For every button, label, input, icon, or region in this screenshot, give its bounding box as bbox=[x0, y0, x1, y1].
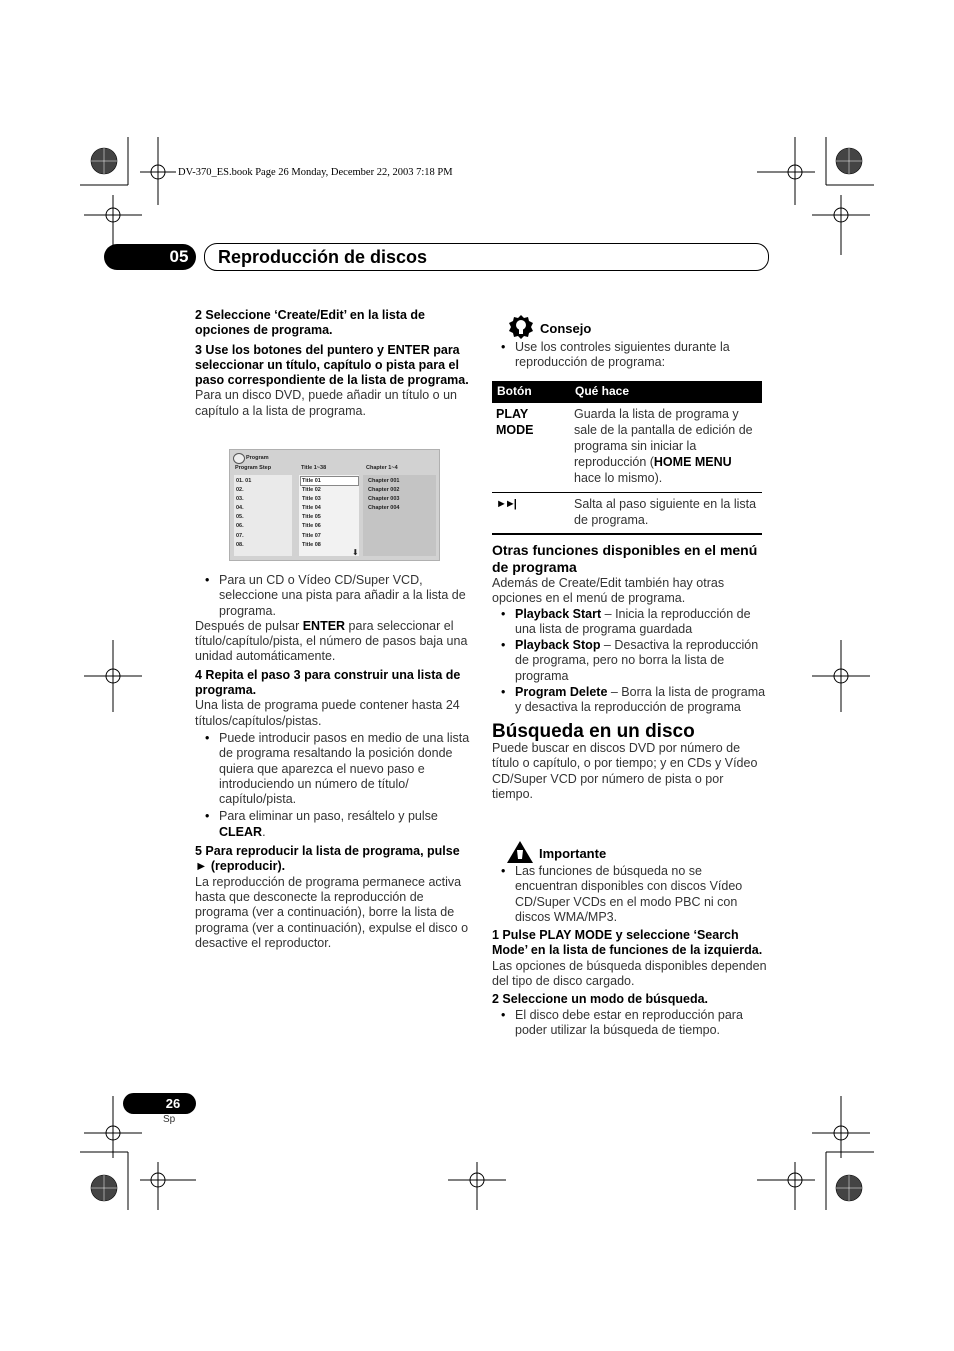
other-functions-heading: Otras funciones disponibles en el menú de programa bbox=[492, 542, 758, 575]
tip-bulb-icon bbox=[508, 314, 534, 340]
step-3: 3 Use los botones del puntero y ENTER para seleccionar un título, capítulo o pista para el paso correspondiente de la lista de programa. bbox=[195, 342, 469, 388]
chapter-item: Chapter 004 bbox=[368, 505, 400, 512]
left-column-cont bbox=[195, 573, 470, 951]
playback-stop-label: Playback Stop bbox=[515, 638, 601, 653]
screen-titles bbox=[302, 477, 321, 550]
table-row1-desc bbox=[574, 406, 760, 486]
table-row-divider bbox=[492, 492, 762, 493]
title-item: Title 05 bbox=[302, 514, 321, 521]
table-bottom-rule bbox=[492, 533, 762, 535]
step-4-text: Una lista de programa puede contener hasta 24 títulos/capítulos/pistas. bbox=[195, 698, 460, 728]
table-row1-button: PLAY MODE bbox=[496, 407, 534, 437]
after-enter-text bbox=[195, 619, 470, 665]
page-language: Sp bbox=[163, 1114, 176, 1125]
program-step-item: 05. bbox=[236, 514, 244, 521]
table-header-button: Botón bbox=[497, 384, 532, 398]
row1-desc-post: hace lo mismo). bbox=[574, 471, 663, 485]
program-step-item: 01. 01 bbox=[236, 478, 252, 484]
title-item: Title 06 bbox=[302, 523, 321, 530]
screen-col-chapter: Chapter 1~4 bbox=[366, 465, 398, 471]
bullet-cd: • Para un CD o Vídeo CD/Super VCD, seleccione una pista para añadir a la lista de programa. bbox=[195, 573, 470, 619]
row1-desc-pre: Guarda la lista de programa y sale de la pantalla de edición de programa sin iniciar la reproducción ( bbox=[574, 407, 753, 469]
screen-col-step: Program Step bbox=[235, 465, 272, 471]
title-item: Title 08 bbox=[302, 541, 321, 548]
playback-start-desc: – Inicia la reproducción de una lista de programa guardada bbox=[515, 606, 751, 636]
search-text: Puede buscar en discos DVD por número de título o capítulo, o por tiempo; y en CDs y Vídeo CD/Super VCD por número de pista o por tiempo. bbox=[492, 740, 758, 801]
bullet-insert: • Puede introducir pasos en medio de una lista de programa resaltando la posición donde quiera que aparezca el nuevo paso e introduciendo un número de título/ capítulo/pista. bbox=[195, 731, 470, 807]
playback-start-label: Playback Start bbox=[515, 606, 602, 621]
step-5-text: La reproducción de programa permanece activa hasta que desconecte la reproducción de programa (ver a continuación), borre la lista de programa (ver a continuación), expulse el disco o desactive el reproductor. bbox=[195, 874, 469, 950]
playback-stop-desc: – Desactiva la reproducción de programa, pero no borra la lista de programa bbox=[515, 638, 759, 683]
program-screen bbox=[229, 449, 440, 561]
chapter-title: Reproducción de discos bbox=[218, 247, 428, 267]
program-delete-desc: – Borra la lista de programa y desactiva la reproducción de programa bbox=[515, 685, 766, 715]
search-step-2: 2 Seleccione un modo de búsqueda. bbox=[492, 992, 709, 1007]
important-bullet: • Las funciones de búsqueda no se encuentran disponibles con discos Vídeo CD/Super VCDs en el modo PBC ni con discos WMA/MP3. bbox=[492, 864, 767, 925]
screen-chapters bbox=[368, 477, 400, 513]
title-item: Title 04 bbox=[302, 505, 321, 512]
chapter-item: Chapter 001 bbox=[368, 478, 400, 484]
program-step-item: 03. bbox=[236, 496, 244, 503]
program-step-item: 04. bbox=[236, 505, 244, 512]
book-header-line: DV-370_ES.book Page 26 Monday, December 22, 2003 7:18 PM bbox=[178, 167, 453, 178]
title-item: Title 02 bbox=[302, 487, 321, 494]
chapter-number: 05 bbox=[169, 247, 189, 266]
program-step-item: 02. bbox=[236, 487, 244, 494]
scroll-down-arrow-icon: ⬇ bbox=[352, 548, 359, 557]
chapter-item: Chapter 002 bbox=[368, 487, 400, 494]
skip-next-icon: ►►| bbox=[496, 498, 515, 510]
disc-icon bbox=[233, 453, 245, 464]
screen-title: Program bbox=[246, 455, 269, 461]
bullet-delete-pre: Para eliminar un paso, resáltelo y pulse bbox=[219, 809, 438, 824]
bullet-playback-start bbox=[492, 607, 767, 638]
search-step-1: 1 Pulse PLAY MODE y seleccione ‘Search Mode’ en la lista de funciones de la izquierda. bbox=[492, 928, 763, 958]
screen-steps bbox=[236, 477, 251, 550]
enter-key: ENTER bbox=[302, 618, 346, 633]
chapter-item: Chapter 003 bbox=[368, 496, 400, 503]
bullet-delete-end: . bbox=[262, 824, 266, 839]
home-menu-key: HOME MENU bbox=[653, 455, 732, 469]
bullet-playback-stop bbox=[492, 638, 767, 684]
clear-key: CLEAR bbox=[219, 824, 263, 839]
tip-bullet: • Use los controles siguientes durante la reproducción de programa: bbox=[492, 340, 762, 371]
step-5: 5 Para reproducir la lista de programa, pulse ► (reproducir). bbox=[195, 844, 460, 874]
title-item: Title 01 bbox=[302, 478, 321, 484]
program-step-item: 07. bbox=[236, 532, 244, 539]
step-3-text: Para un disco DVD, puede añadir un título o un capítulo a la lista de programa. bbox=[195, 388, 457, 418]
left-column bbox=[195, 308, 470, 419]
program-step-item: 06. bbox=[236, 523, 244, 530]
table-header-action: Qué hace bbox=[575, 384, 630, 398]
screen-col-title: Title 1~38 bbox=[301, 465, 327, 471]
important-body bbox=[492, 864, 767, 1038]
right-column bbox=[492, 542, 767, 802]
after-enter-pre: Después de pulsar bbox=[195, 618, 303, 633]
bullet-program-delete bbox=[492, 685, 767, 716]
important-title: Importante bbox=[539, 846, 607, 861]
program-delete-label: Program Delete bbox=[515, 685, 608, 700]
program-step-item: 08. bbox=[236, 541, 244, 548]
tip-body bbox=[492, 340, 762, 371]
important-warning-icon bbox=[506, 840, 534, 864]
table-row2-desc: Salta al paso siguiente en la lista de programa. bbox=[574, 497, 757, 527]
search-heading: Búsqueda en un disco bbox=[492, 720, 695, 742]
other-functions-text: Además de Create/Edit también hay otras opciones en el menú de programa. bbox=[492, 576, 725, 606]
step-4: 4 Repita el paso 3 para construir una lista de programa. bbox=[195, 667, 461, 698]
search-step-1-text: Las opciones de búsqueda disponibles dependen del tipo de disco cargado. bbox=[492, 958, 767, 989]
page-number: 26 bbox=[165, 1096, 181, 1111]
search-step-2-bullet: • El disco debe estar en reproducción para poder utilizar la búsqueda de tiempo. bbox=[492, 1008, 767, 1039]
after-enter-rest: para seleccionar el título/capítulo/pista, el número de pasos baja una unidad automáticamente. bbox=[195, 618, 468, 664]
step-2: 2 Seleccione ‘Create/Edit’ en la lista de opciones de programa. bbox=[195, 308, 425, 338]
title-item: Title 03 bbox=[302, 496, 321, 503]
table-header bbox=[492, 381, 762, 403]
title-item: Title 07 bbox=[302, 532, 321, 539]
tip-title: Consejo bbox=[540, 321, 592, 336]
bullet-delete bbox=[195, 809, 470, 840]
